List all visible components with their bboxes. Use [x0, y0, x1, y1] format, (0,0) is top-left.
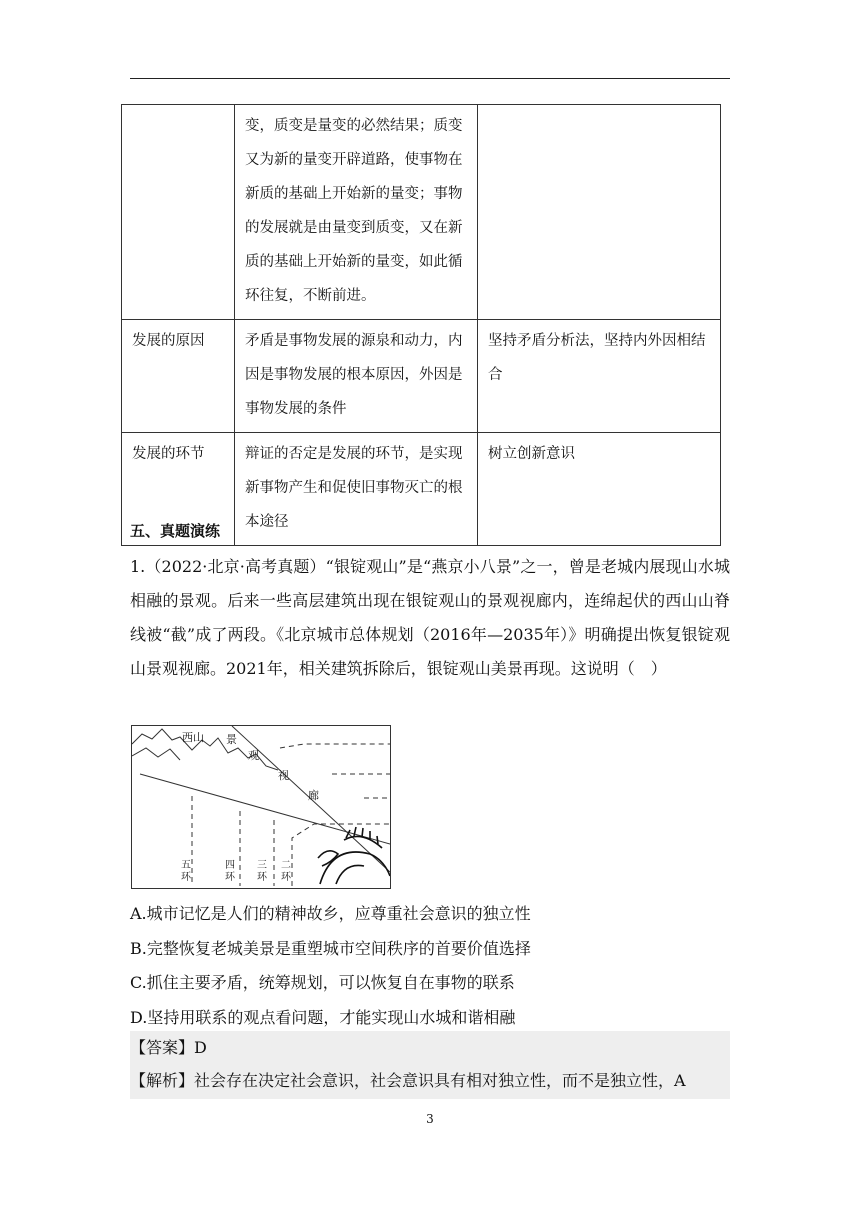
answer-value: D	[194, 1038, 207, 1057]
option-b: B.完整恢复老城美景是重塑城市空间秩序的首要价值选择	[130, 938, 531, 958]
corridor-map-figure	[131, 725, 391, 889]
label-jing: 景	[226, 733, 237, 746]
table-cell: 坚持矛盾分析法，坚持内外因相结合	[478, 320, 721, 433]
ring-road-upper	[280, 744, 390, 748]
table-cell: 矛盾是事物发展的源泉和动力，内因是事物发展的根本原因，外因是事物发展的条件	[235, 320, 478, 433]
table-cell: 发展的原因	[122, 320, 235, 433]
options-list	[130, 897, 730, 1035]
corridor-line	[140, 774, 390, 844]
analysis-line	[130, 1064, 730, 1097]
table-cell: 发展的环节	[122, 433, 235, 546]
table-cell: 树立创新意识	[478, 433, 721, 546]
label-lang: 廊	[308, 789, 319, 802]
answer-line	[130, 1031, 730, 1064]
label-ring-3: 三环	[257, 860, 267, 883]
table-cell	[478, 105, 721, 320]
section-title: 五、真题演练	[130, 522, 221, 540]
label-ring-4: 四环	[225, 860, 235, 883]
bridge-icon	[318, 827, 390, 884]
table-cell	[122, 105, 235, 320]
option-d: D.坚持用联系的观点看问题，才能实现山水城和谐相融	[130, 1007, 516, 1027]
answer-label: 【答案】	[130, 1038, 195, 1057]
label-shi: 视	[278, 769, 289, 782]
label-guan: 观	[248, 749, 259, 762]
label-ring-5: 五环	[181, 860, 191, 883]
label-ring-2: 二环	[281, 860, 291, 883]
option-a: A.城市记忆是人们的精神故乡，应尊重社会意识的独立性	[130, 904, 531, 923]
table-row	[122, 320, 721, 433]
option-c: C.抓住主要矛盾，统筹规划，可以恢复自在事物的联系	[130, 973, 515, 992]
answer-box	[130, 1031, 730, 1099]
analysis-text: 社会存在决定社会意识，社会意识具有相对独立性，而不是独立性，A	[194, 1071, 686, 1090]
mountain-ridge-front	[132, 748, 180, 760]
table-row	[122, 105, 721, 320]
analysis-label: 【解析】	[130, 1071, 195, 1090]
question-stem: 1.（2022·北京·高考真题）“银锭观山”是“燕京小八景”之一，曾是老城内展现山水城相融的景观。后来一些高层建筑出现在银锭观山的景观视廊内，连绵起伏的西山山脊线被“截”成了两段。《北京城市总体规划（2016年—2035年）》明确提出恢复银锭观山景观视廊。2021年，相关建筑拆除后，银锭观山美景再现。这说明（ ）	[130, 557, 730, 678]
summary-table	[121, 104, 721, 546]
table-cell: 变，质变是量变的必然结果；质变又为新的量变开辟道路，使事物在新质的基础上开始新的量变；事物的发展就是由量变到质变，又在新质的基础上开始新的量变，如此循环往复，不断前进。	[235, 105, 478, 320]
label-xishan: 西山	[182, 731, 204, 744]
page-number: 3	[426, 1112, 434, 1126]
header-rule	[130, 78, 730, 79]
table-cell: 辩证的否定是发展的环节，是实现新事物产生和促使旧事物灭亡的根本途径	[235, 433, 478, 546]
